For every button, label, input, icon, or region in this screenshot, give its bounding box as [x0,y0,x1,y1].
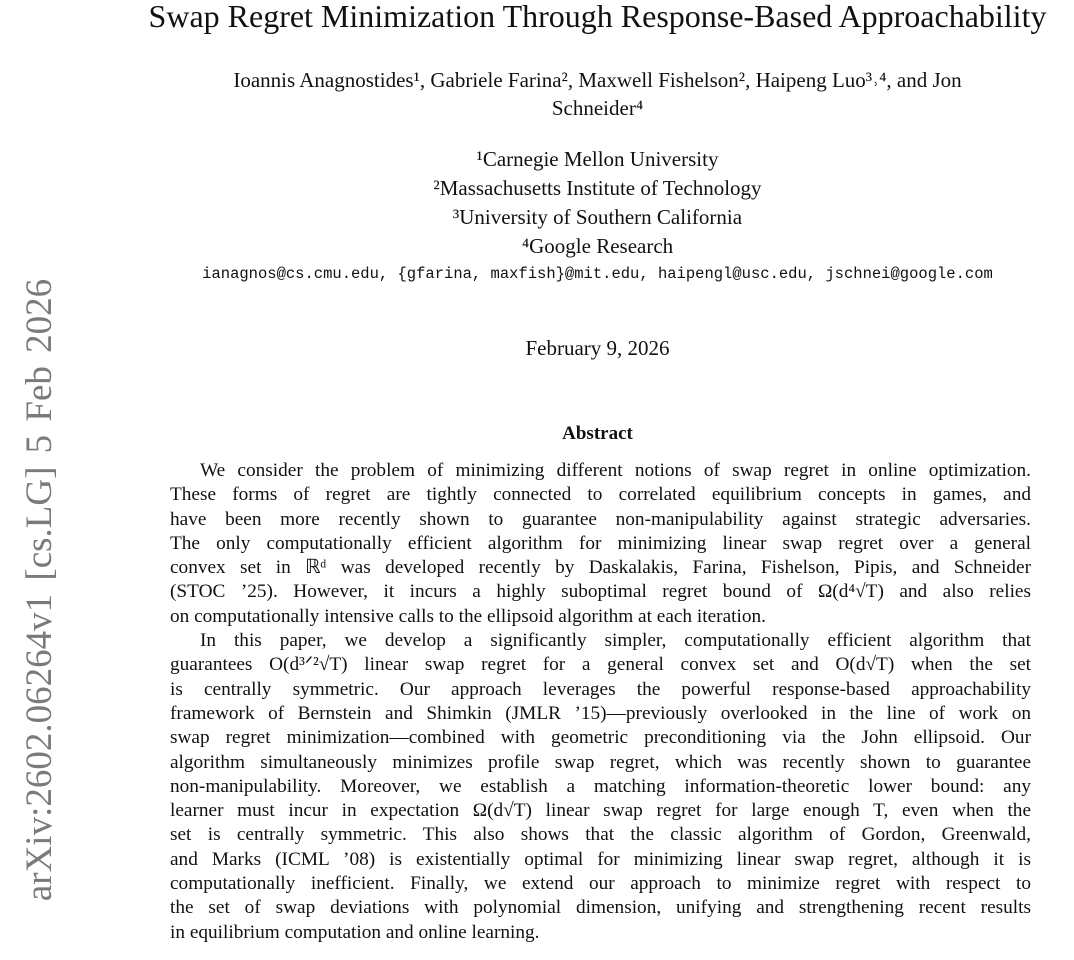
abstract-line: The only computationally efficient algorithm for minimizing linear swap regret over a general [170,532,1031,554]
author-list-line-1: Ioannis Anagnostides¹, Gabriele Farina², Maxwell Fishelson², Haipeng Luo³˒⁴, and Jon [233,68,962,92]
abstract-line: algorithm simultaneously minimizes profile swap regret, which was recently shown to guarantee [170,751,1031,773]
abstract-line: computationally inefficient. Finally, we extend our approach to minimize regret with respect to [170,873,1031,895]
author-list-line-2: Schneider⁴ [551,96,644,120]
abstract-line: set is centrally symmetric. This also shows that the classic algorithm of Gordon, Greenwald, [170,824,1031,846]
abstract-line: guarantees O(d³ᐟ²√T) linear swap regret for a general convex set and O(d√T) when the set [170,654,1031,676]
affiliation-3: ³University of Southern California [452,205,743,229]
paper-title: Swap Regret Minimization Through Response-Based Approachability [148,0,1047,34]
abstract-line: convex set in ℝᵈ was developed recently by Daskalakis, Farina, Fishelson, Pipis, and Schneider [170,557,1031,579]
abstract-line: (STOC ’25). However, it incurs a highly suboptimal regret bound of Ω(d⁴√T) and also relies [170,581,1031,603]
affiliation-1: ¹Carnegie Mellon University [476,147,719,171]
author-emails: ianagnos@cs.cmu.edu, {gfarina, maxfish}@mit.edu, haipengl@usc.edu, jschnei@google.com [202,265,993,283]
abstract-line: the set of swap deviations with polynomial dimension, unifying and strengthening recent results [170,897,1031,919]
affiliation-4: ⁴Google Research [521,234,674,258]
abstract-line: have been more recently shown to guarantee non-manipulability against strategic adversaries. [170,508,1031,530]
abstract-line: non-manipulability. Moreover, we establish a matching information-theoretic lower bound: any [170,775,1031,797]
abstract-line: on computationally intensive calls to the ellipsoid algorithm at each iteration. [170,605,766,627]
affiliation-2: ²Massachusetts Institute of Technology [433,176,762,200]
abstract-body [170,459,1031,945]
abstract-line: in equilibrium computation and online learning. [170,921,540,943]
abstract-line: is centrally symmetric. Our approach leverages the powerful response-based approachability [170,678,1031,700]
abstract-line: swap regret minimization—combined with geometric preconditioning via the John ellipsoid. Our [170,727,1031,749]
arxiv-sidebar-stamp: arXiv:2602.06264v1 [cs.LG] 5 Feb 2026 [19,278,60,902]
paper-date: February 9, 2026 [525,336,670,360]
abstract-line: These forms of regret are tightly connected to correlated equilibrium concepts in games, and [170,484,1031,506]
abstract-line: We consider the problem of minimizing different notions of swap regret in online optimization. [200,460,1031,481]
abstract-line: learner must incur in expectation Ω(d√T) linear swap regret for large enough T, even when the [170,800,1031,822]
abstract-line: In this paper, we develop a significantly simpler, computationally efficient algorithm that [200,630,1031,652]
abstract-line: and Marks (ICML ’08) is existentially optimal for minimizing linear swap regret, although it is [170,848,1031,870]
abstract-line: framework of Bernstein and Shimkin (JMLR ’15)—previously overlooked in the line of work on [170,702,1031,724]
abstract-heading: Abstract [562,423,633,444]
